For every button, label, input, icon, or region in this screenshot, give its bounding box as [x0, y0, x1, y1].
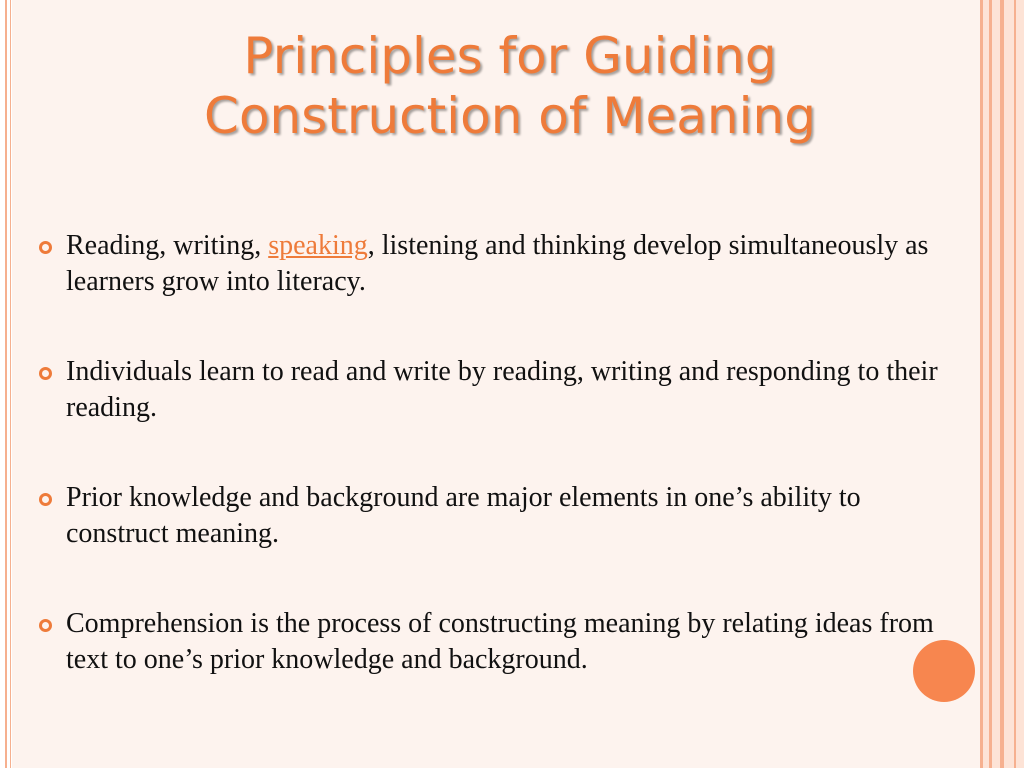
frame-line-left-inner	[10, 0, 11, 768]
bullet-1-text-end: , listening and thinking develop simultaneously as learners grow into literacy.	[66, 230, 929, 297]
hollow-circle-bullet-icon	[39, 367, 52, 380]
hollow-circle-bullet-icon	[39, 493, 52, 506]
decorative-orange-circle	[913, 640, 975, 702]
slide-title	[40, 26, 980, 146]
frame-stripes-right	[980, 0, 1024, 768]
slide-title-line-2: Construction of Meaning	[204, 87, 816, 145]
hollow-circle-bullet-icon	[39, 619, 52, 632]
slide-title-line-1: Principles for Guiding	[243, 27, 777, 85]
bullet-item-2	[36, 354, 956, 426]
bullet-item-1	[36, 228, 956, 300]
bullet-list	[36, 228, 956, 732]
frame-line-left-outer	[5, 0, 7, 768]
speaking-link[interactable]: speaking	[268, 230, 368, 261]
bullet-4-text: Comprehension is the process of constructing meaning by relating ideas from text to one’s prior knowledge and background.	[66, 608, 934, 675]
bullet-item-3	[36, 480, 956, 552]
bullet-item-4	[36, 606, 956, 678]
hollow-circle-bullet-icon	[39, 241, 52, 254]
bullet-1-text-start: Reading, writing,	[66, 230, 269, 261]
bullet-2-text: Individuals learn to read and write by reading, writing and responding to their reading.	[66, 356, 938, 423]
bullet-3-text: Prior knowledge and background are major elements in one’s ability to construct meaning.	[66, 482, 861, 549]
